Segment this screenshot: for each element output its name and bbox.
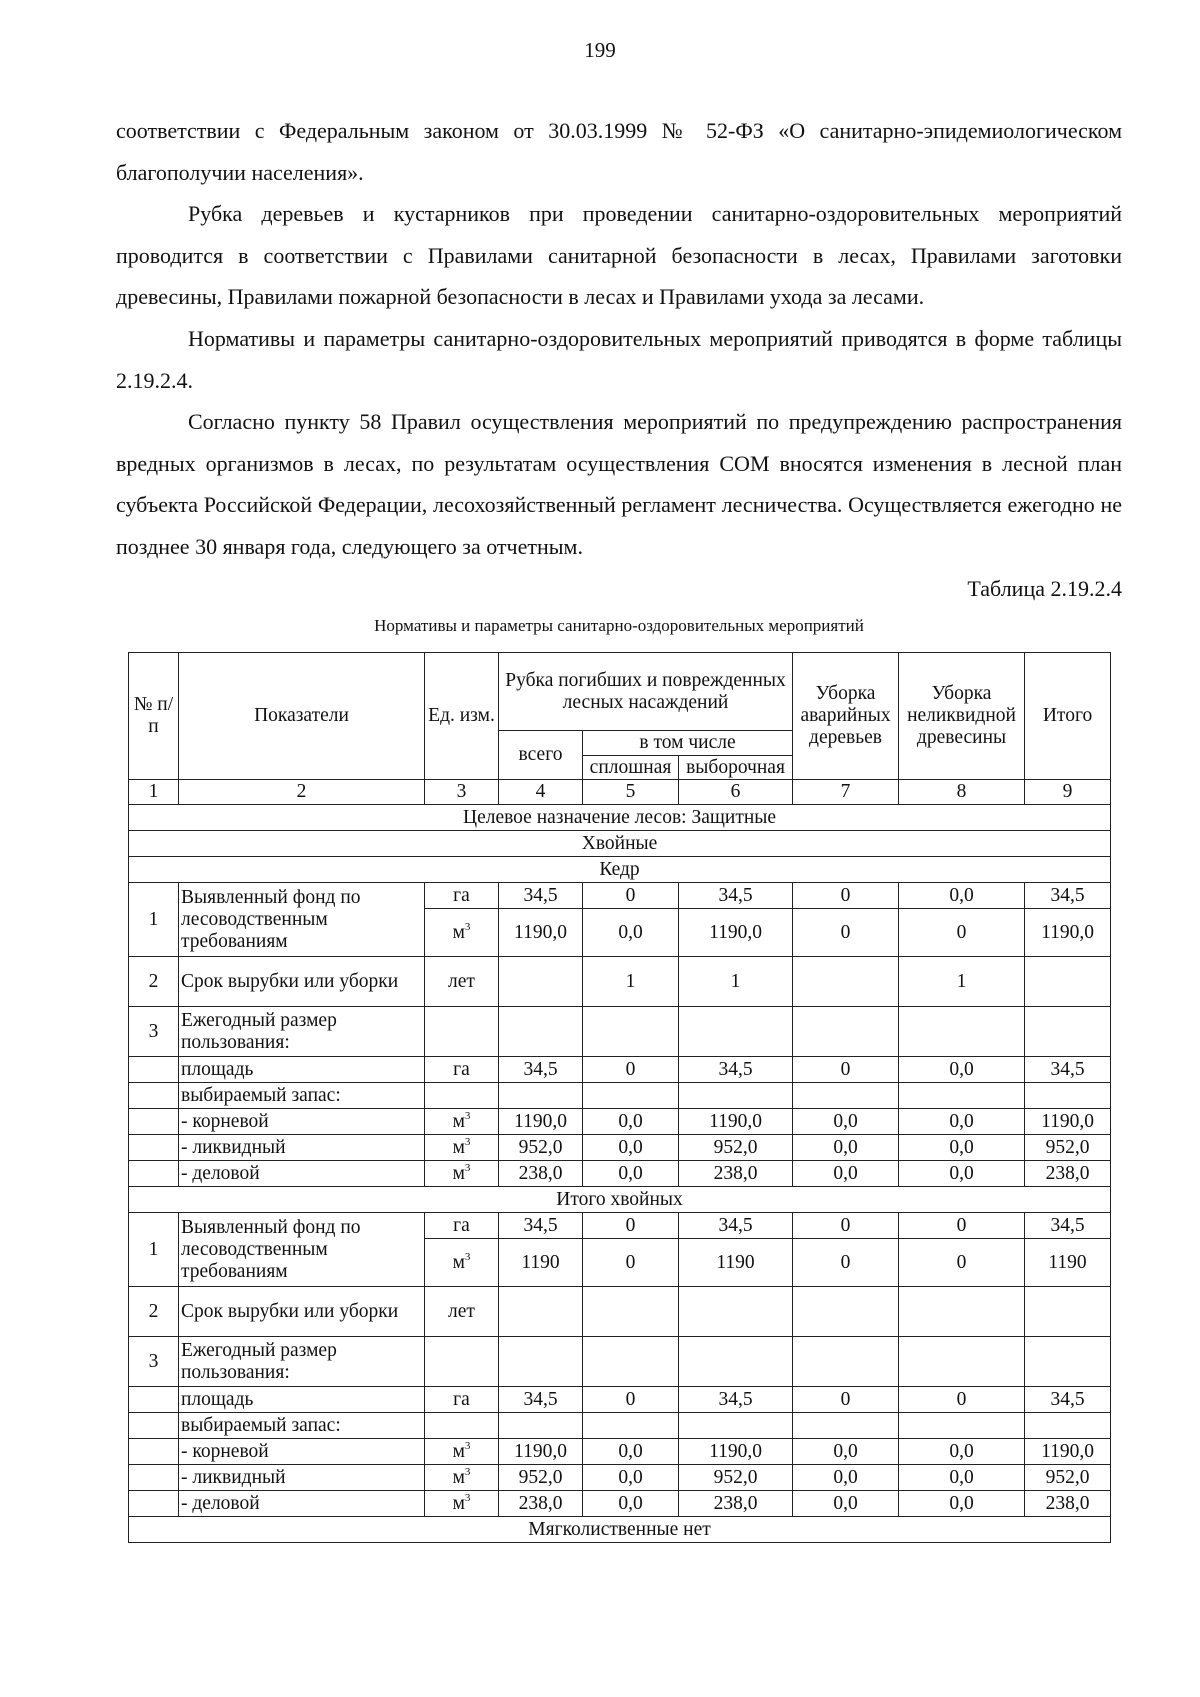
row-number: 3 (129, 1007, 179, 1057)
value-cell: 1 (679, 957, 793, 1007)
row-label: выбираемый запас: (179, 1413, 425, 1439)
value-cell: 0 (583, 1387, 679, 1413)
value-cell: 0,0 (899, 1057, 1025, 1083)
header-num: № п/п (129, 653, 179, 780)
value-cell: 34,5 (499, 883, 583, 909)
value-cell: 1190 (499, 1239, 583, 1287)
value-cell: 0,0 (793, 1135, 899, 1161)
value-cell: 0,0 (793, 1491, 899, 1517)
value-cell: 0 (793, 1213, 899, 1239)
value-cell (583, 1287, 679, 1337)
value-cell: 0,0 (899, 1109, 1025, 1135)
total-conifers-row: Итого хвойных (129, 1187, 1111, 1213)
value-cell: 238,0 (1025, 1161, 1111, 1187)
col-number: 5 (583, 780, 679, 805)
value-cell: 1190,0 (499, 909, 583, 957)
value-cell: 1190 (1025, 1239, 1111, 1287)
row-label: выбираемый запас: (179, 1083, 425, 1109)
row-label: площадь (179, 1057, 425, 1083)
value-cell: 1190,0 (679, 1109, 793, 1135)
unit-cell: $м^3$ (425, 1439, 499, 1465)
value-cell: 0,0 (583, 1109, 679, 1135)
value-cell (793, 1287, 899, 1337)
value-cell: 1190 (679, 1239, 793, 1287)
norms-table (128, 652, 1111, 1543)
value-cell: 0,0 (583, 1491, 679, 1517)
value-cell: 0,0 (899, 1491, 1025, 1517)
row-label: - корневой (179, 1109, 425, 1135)
purpose-row: Целевое назначение лесов: Защитные (129, 805, 1111, 831)
col-number: 2 (179, 780, 425, 805)
value-cell: 0,0 (899, 1465, 1025, 1491)
value-cell (679, 1287, 793, 1337)
header-indicators: Показатели (179, 653, 425, 780)
unit-cell: $м^3$ (425, 1491, 499, 1517)
row-label: Срок вырубки или уборки (179, 1287, 425, 1337)
col-number: 6 (679, 780, 793, 805)
value-cell: 0,0 (899, 1161, 1025, 1187)
header-sum: Итого (1025, 653, 1111, 780)
row-label: Выявленный фонд по лесоводственным требованиям (179, 1213, 425, 1287)
value-cell: 0 (793, 1057, 899, 1083)
header-unit: Ед. изм. (425, 653, 499, 780)
row-label: Ежегодный размер пользования: (179, 1337, 425, 1387)
value-cell: 0,0 (899, 1135, 1025, 1161)
col-number: 4 (499, 780, 583, 805)
value-cell: 0,0 (899, 1439, 1025, 1465)
table-title: Нормативы и параметры санитарно-оздоровительных мероприятий (374, 616, 864, 635)
value-cell: 34,5 (679, 1387, 793, 1413)
value-cell: 1 (583, 957, 679, 1007)
value-cell (793, 957, 899, 1007)
paragraph: Нормативы и параметры санитарно-оздоровительных мероприятий приводятся в форме таблицы 2.19.2.4. (116, 325, 1122, 393)
value-cell: 0,0 (793, 1439, 899, 1465)
value-cell: 0 (583, 883, 679, 909)
value-cell: 952,0 (499, 1465, 583, 1491)
row-label: площадь (179, 1387, 425, 1413)
row-number: 2 (129, 957, 179, 1007)
value-cell (499, 957, 583, 1007)
row-number: 1 (129, 883, 179, 957)
row-label: - ликвидный (179, 1465, 425, 1491)
unit-cell: $м^3$ (425, 1135, 499, 1161)
unit-cell: $м^3$ (425, 1239, 499, 1287)
value-cell (899, 1287, 1025, 1337)
table-reference: Таблица 2.19.2.4 (967, 575, 1122, 601)
value-cell: 0 (583, 1213, 679, 1239)
value-cell: 1190,0 (679, 1439, 793, 1465)
value-cell: 0 (583, 1239, 679, 1287)
unit-cell: $м^3$ (425, 1161, 499, 1187)
row-number: 3 (129, 1337, 179, 1387)
unit-cell: га (425, 1057, 499, 1083)
col-number: 3 (425, 780, 499, 805)
unit-cell: $м^3$ (425, 909, 499, 957)
value-cell: 0 (793, 1239, 899, 1287)
row-label: - ликвидный (179, 1135, 425, 1161)
value-cell: 238,0 (679, 1491, 793, 1517)
value-cell (1025, 1287, 1111, 1337)
unit-cell: лет (425, 957, 499, 1007)
value-cell: 238,0 (679, 1161, 793, 1187)
value-cell: 0,0 (793, 1109, 899, 1135)
unit-cell: $м^3$ (425, 1109, 499, 1135)
row-label: - деловой (179, 1491, 425, 1517)
row-number: 2 (129, 1287, 179, 1337)
value-cell: 34,5 (499, 1057, 583, 1083)
value-cell: 238,0 (499, 1491, 583, 1517)
value-cell: 1190,0 (499, 1109, 583, 1135)
header-clear: сплошная (583, 756, 679, 780)
unit-cell: га (425, 1213, 499, 1239)
value-cell: 0 (793, 909, 899, 957)
value-cell: 0 (899, 1387, 1025, 1413)
header-illiquid: Уборка неликвидной древесины (899, 653, 1025, 780)
paragraph: Согласно пункту 58 Правил осуществления мероприятий по предупреждению распространения вредных организмов в лесах, по результатам осуществления СОМ вносятся изменения в лесной план субъекта Российской Федерации, лесохозяйственный регламент лесничества. Осуществляется ежегодно не позднее 30 января года, следующего за отчетным. (116, 409, 1122, 559)
value-cell: 0 (793, 883, 899, 909)
value-cell: 0,0 (793, 1161, 899, 1187)
value-cell: 34,5 (1025, 1213, 1111, 1239)
value-cell: 34,5 (679, 1057, 793, 1083)
value-cell: 952,0 (679, 1465, 793, 1491)
header-incl: в том числе (583, 731, 793, 756)
value-cell: 0,0 (583, 1161, 679, 1187)
column-numbers-row (129, 780, 1111, 805)
value-cell: 0 (899, 1213, 1025, 1239)
value-cell (1025, 957, 1111, 1007)
value-cell: 0,0 (583, 1465, 679, 1491)
row-label: Выявленный фонд по лесоводственным требованиям (179, 883, 425, 957)
value-cell: 1190,0 (1025, 1109, 1111, 1135)
value-cell: 238,0 (1025, 1491, 1111, 1517)
paragraph: Рубка деревьев и кустарников при проведении санитарно-оздоровительных мероприятий проводится в соответствии с Правилами санитарной безопасности в лесах, Правилами заготовки древесины, Правилами пожарной безопасности в лесах и Правилами ухода за лесами. (116, 201, 1122, 310)
body-text (116, 110, 1122, 609)
col-number: 7 (793, 780, 899, 805)
unit-cell: га (425, 1387, 499, 1413)
col-number: 8 (899, 780, 1025, 805)
value-cell: 952,0 (1025, 1135, 1111, 1161)
unit-cell: лет (425, 1287, 499, 1337)
value-cell: 952,0 (499, 1135, 583, 1161)
value-cell: 952,0 (679, 1135, 793, 1161)
row-label: Ежегодный размер пользования: (179, 1007, 425, 1057)
species-row: Кедр (129, 857, 1111, 883)
unit-cell: га (425, 883, 499, 909)
value-cell: 34,5 (1025, 1057, 1111, 1083)
row-label: Срок вырубки или уборки (179, 957, 425, 1007)
value-cell: 34,5 (679, 1213, 793, 1239)
row-number: 1 (129, 1213, 179, 1287)
col-number: 1 (129, 780, 179, 805)
softwood-row: Мягколиственные нет (129, 1517, 1111, 1543)
conifers-row: Хвойные (129, 831, 1111, 857)
row-label: - корневой (179, 1439, 425, 1465)
paragraph: соответствии с Федеральным законом от 30.03.1999 № 52-ФЗ «О санитарно-эпидемиологическом благополучии населения». (116, 118, 1122, 185)
value-cell: 238,0 (499, 1161, 583, 1187)
value-cell: 1190,0 (1025, 1439, 1111, 1465)
value-cell: 0 (793, 1387, 899, 1413)
header-total: всего (499, 731, 583, 780)
page-number: 199 (584, 38, 616, 62)
value-cell: 34,5 (499, 1387, 583, 1413)
value-cell: 34,5 (679, 883, 793, 909)
value-cell: 0 (583, 1057, 679, 1083)
value-cell: 1190,0 (1025, 909, 1111, 957)
value-cell: 1190,0 (499, 1439, 583, 1465)
value-cell: 34,5 (1025, 1387, 1111, 1413)
col-number: 9 (1025, 780, 1111, 805)
value-cell: 0,0 (793, 1465, 899, 1491)
value-cell: 34,5 (499, 1213, 583, 1239)
value-cell: 0,0 (583, 909, 679, 957)
value-cell: 0,0 (583, 1135, 679, 1161)
unit-cell: $м^3$ (425, 1465, 499, 1491)
value-cell: 0 (899, 1239, 1025, 1287)
value-cell: 34,5 (1025, 883, 1111, 909)
header-selective: выборочная (679, 756, 793, 780)
value-cell: 1 (899, 957, 1025, 1007)
header-emergency: Уборка аварийных деревьев (793, 653, 899, 780)
value-cell: 0,0 (899, 883, 1025, 909)
value-cell: 1190,0 (679, 909, 793, 957)
header-felling: Рубка погибших и поврежденных лесных насаждений (499, 653, 793, 731)
value-cell: 952,0 (1025, 1465, 1111, 1491)
row-label: - деловой (179, 1161, 425, 1187)
value-cell (499, 1287, 583, 1337)
value-cell: 0,0 (583, 1439, 679, 1465)
value-cell: 0 (899, 909, 1025, 957)
